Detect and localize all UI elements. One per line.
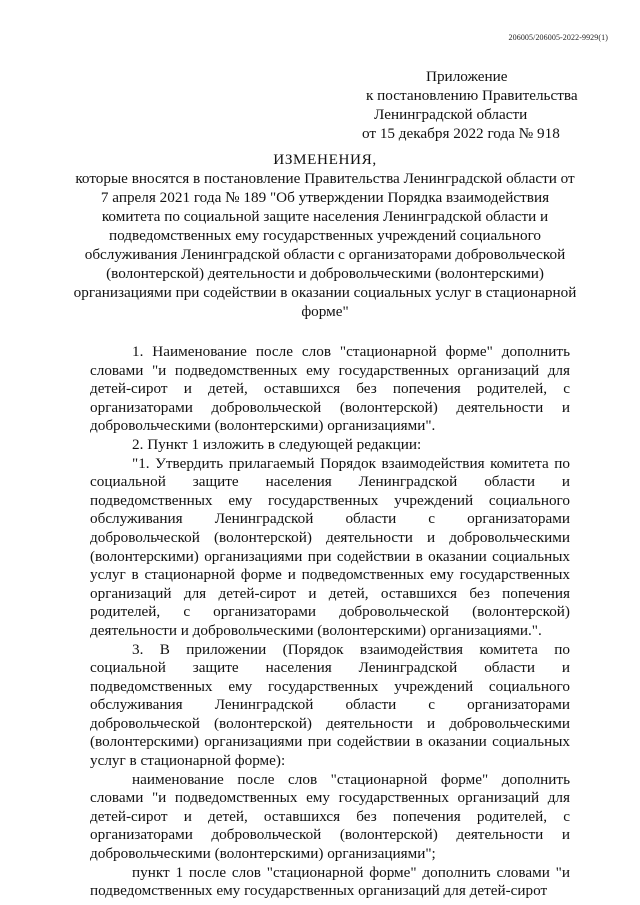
paragraph-6: пункт 1 после слов "стационарной форме" дополнить словами "и подведомственных ему государственных организаций для детей-сирот [90, 863, 570, 900]
appendix-line-3: Ленинградской области [374, 106, 528, 123]
paragraph-5: наименование после слов "стационарной форме" дополнить словами "и подведомственных ему государственных организаций для детей-сирот и детей, оставшихся без попечения родителей, с организаторами добровольческой (волонтерской) деятельности и добровольческими (волонтерскими) организациями"; [90, 770, 570, 863]
appendix-block [352, 67, 578, 143]
paragraph-2: 2. Пункт 1 изложить в следующей редакции: [132, 435, 422, 453]
appendix-line-4: от 15 декабря 2022 года № 918 [362, 125, 560, 142]
appendix-line-1: Приложение [426, 68, 508, 85]
document-subtitle: которые вносятся в постановление Правительства Ленинградской области от 7 апреля 2021 года № 189 "Об утверждении Порядка взаимодействия комитета по социальной защите населения Ленинградской области и подведомственных ему государственных учреждений социального обслуживания Ленинградской области с организаторами добровольческой (волонтерской) деятельности и добровольческими (волонтерскими) организациями при содействии в оказании социальных услуг в стационарной форме" [73, 170, 577, 320]
title-block [72, 150, 578, 321]
document-heading: ИЗМЕНЕНИЯ, [273, 151, 377, 168]
paragraph-3: "1. Утвердить прилагаемый Порядок взаимодействия комитета по социальной защите населения Ленинградской области и подведомственных ему государственных учреждений социального обслуживания Ленинградской области с организаторами добровольческой (волонтерской) деятельности и добровольческими (волонтерскими) организациями при содействии в оказании социальных услуг в стационарной форме и подведомственных ему государственных организаций для детей-сирот и детей, оставшихся без попечения родителей, с организаторами добровольческой (волонтерской) деятельности и добровольческими (волонтерскими) организациями.". [90, 454, 570, 639]
document-id: 206005/206005-2022-9929(1) [508, 33, 608, 42]
appendix-line-2: к постановлению Правительства [366, 87, 578, 104]
paragraph-1: 1. Наименование после слов "стационарной форме" дополнить словами "и подведомственных ему государственных организаций для детей-сирот и детей, оставшихся без попечения родителей, с организаторами добровольческой (волонтерской) деятельности и добровольческими (волонтерскими) организациями". [90, 343, 570, 435]
paragraph-4: 3. В приложении (Порядок взаимодействия комитета по социальной защите населения Ленинградской области и подведомственных ему государственных учреждений социального обслуживания Ленинградской области с организаторами добровольческой (волонтерской) деятельности и добровольческими (волонтерскими) организациями при содействии в оказании социальных услуг в стационарной форме): [90, 640, 570, 770]
document-body [90, 343, 570, 901]
